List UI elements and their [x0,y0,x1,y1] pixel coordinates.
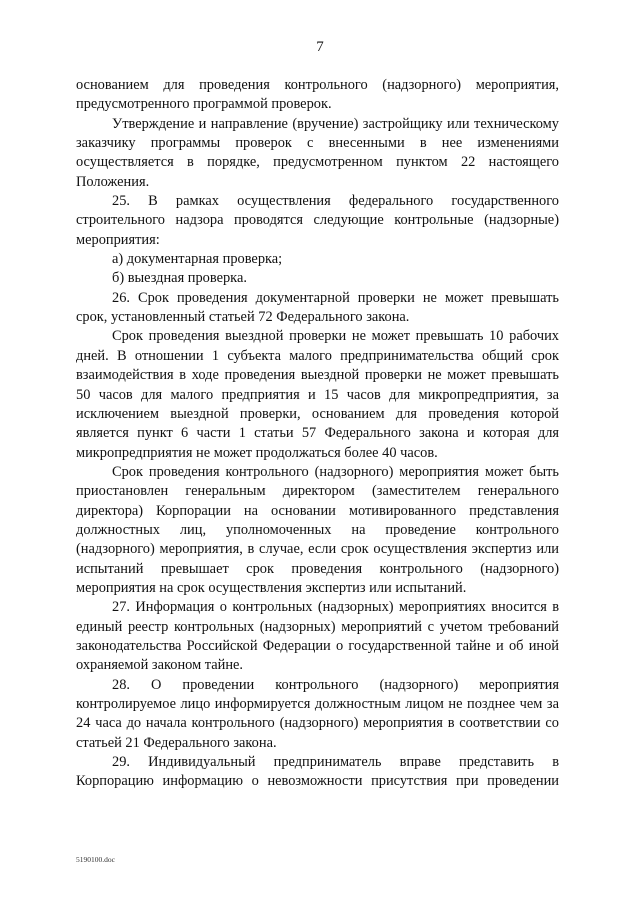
paragraph: 25. В рамках осуществления федерального государственного строительного надзора проводятся следующие контрольные (надзорные) мероприятия: [76,193,559,248]
paragraph: 27. Информация о контрольных (надзорных) мероприятиях вносится в единый реестр контрольных (надзорных) мероприятий с учетом требований законодательства Российской Федерации о государственной тайне и об иной охраняемой законом тайне. [76,599,559,674]
paragraph: 26. Срок проведения документарной проверки не может превышать срок, установленный статьей 72 Федерального закона. [76,289,559,326]
paragraph: Срок проведения выездной проверки не может превышать 10 рабочих дней. В отношении 1 субъекта малого предпринимательства общий срок взаимодействия в ходе проведения выездной проверки не может превышать 50 часов для малого предприятия и 15 часов для микропредприятия, за исключением выездной проверки, основанием для проведения которой является пункт 6 части 1 статьи 57 Федерального закона и которая для микропредприятия не может продолжаться более 40 часов. [76,328,559,461]
paragraph: 29. Индивидуальный предприниматель вправе представить в Корпорацию информацию о невозможности присутствия при проведении [76,754,559,790]
paragraph: Срок проведения контрольного (надзорного) мероприятия может быть приостановлен генеральным директором (заместителем генерального директора) Корпорации на основании мотивированного представления должностных лиц, уполномоченных на проведение контрольного (надзорного) мероприятия, в случае, если срок осуществления экспертиз или испытаний превышает срок проведения контрольного (надзорного) мероприятия на срок осуществления экспертиз или испытаний. [76,463,559,596]
paragraph: основанием для проведения контрольного (надзорного) мероприятия, предусмотренного программой проверок. [76,77,559,113]
footer-doc-code: 5190100.doc [76,855,115,864]
document-body [76,76,559,792]
paragraph: Утверждение и направление (вручение) застройщику или техническому заказчику программы проверок с внесенными в нее изменениями осуществляется в порядке, предусмотренном пунктом 22 настоящего Положения. [76,115,559,190]
list-item: б) выездная проверка. [112,270,247,287]
paragraph: 28. О проведении контрольного (надзорного) мероприятия контролируемое лицо информируется должностным лицом не позднее чем за 24 часа до начала контрольного (надзорного) мероприятия в соответствии со статьей 21 Федерального закона. [76,676,559,751]
page-number: 7 [316,39,324,55]
list-item: а) документарная проверка; [112,251,283,268]
